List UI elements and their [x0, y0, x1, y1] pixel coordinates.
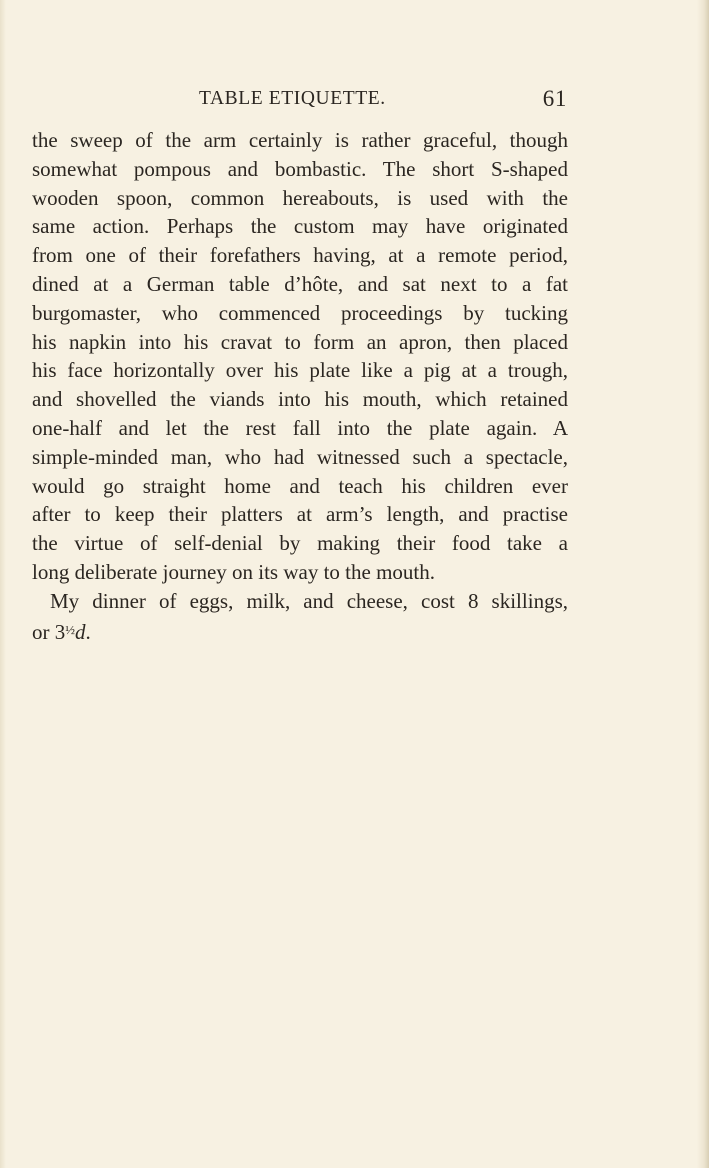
text-line: his face horizontally over his plate like a pig at a trough, — [32, 358, 568, 383]
text-line: simple-minded man, who had witnessed such a spectacle, — [32, 444, 568, 469]
text-line: from one of their forefathers having, at a remote period, — [32, 243, 568, 268]
text-line: would go straight home and teach his children ever — [32, 473, 568, 498]
price-fraction: ½ — [65, 621, 75, 637]
page-number: 61 — [542, 86, 567, 111]
price-unit: d — [75, 619, 86, 644]
text-line: after to keep their platters at arm’s length, and practise — [32, 502, 568, 527]
text-line: and shovelled the viands into his mouth, which retained — [32, 387, 568, 412]
text-line: wooden spoon, common hereabouts, is used with the — [32, 185, 568, 210]
text-line: long deliberate journey on its way to the mouth. — [32, 559, 435, 584]
body-text — [32, 126, 568, 646]
text-line: same action. Perhaps the custom may have originated — [32, 214, 568, 239]
text-line: one-half and let the rest fall into the plate again. A — [32, 415, 568, 440]
text-line: the virtue of self-denial by making their food take a — [32, 531, 568, 556]
running-title: TABLE ETIQUETTE. — [199, 88, 386, 109]
paragraph-2-line-2 — [32, 616, 568, 647]
sentence-end: . — [85, 619, 91, 644]
running-head — [199, 86, 567, 116]
text-line: the sweep of the arm certainly is rather graceful, though — [32, 128, 568, 152]
text-line: burgomaster, who commenced proceedings by tucking — [32, 300, 568, 325]
price-prefix: or 3 — [32, 619, 66, 644]
page-gutter-shadow — [0, 0, 6, 1168]
paragraph-2-line-1 — [32, 587, 568, 616]
text-line: dined at a German table d’hôte, and sat next to a fat — [32, 271, 568, 296]
text-line: his napkin into his cravat to form an apron, then placed — [32, 329, 568, 354]
page-edge-shadow — [697, 0, 709, 1168]
paragraph-2-text: My dinner of eggs, milk, and cheese, cost 8 skillings, — [50, 588, 568, 613]
text-line: somewhat pompous and bombastic. The short S-shaped — [32, 156, 568, 181]
